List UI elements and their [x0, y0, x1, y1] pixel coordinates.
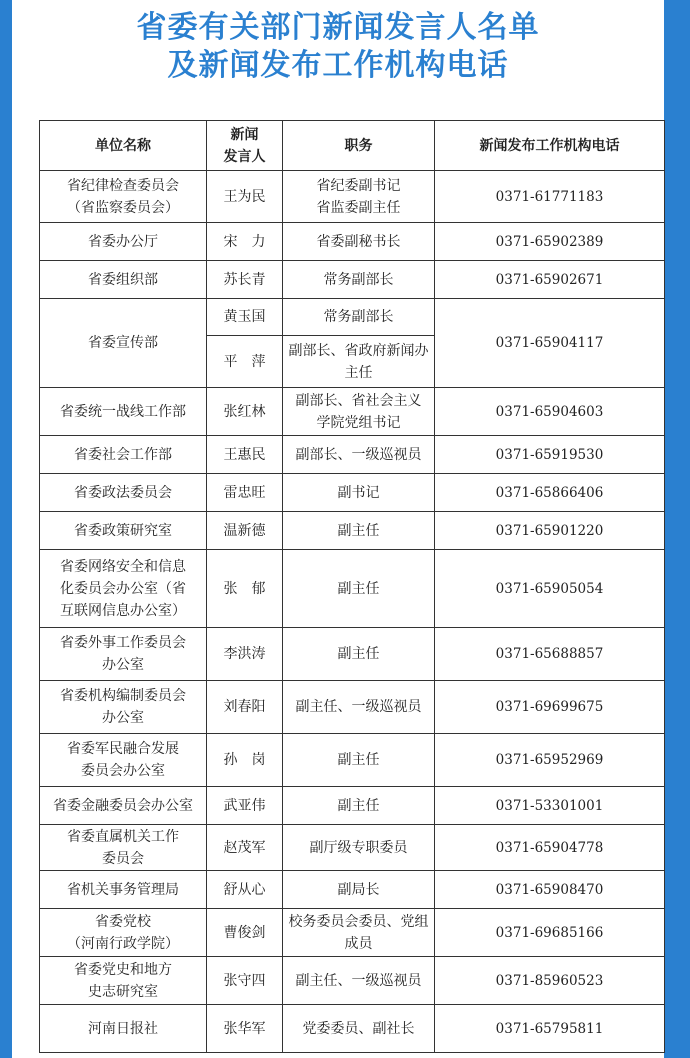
position-cell: 省纪委副书记 省监委副主任	[283, 171, 435, 223]
speaker-cell: 舒从心	[207, 871, 283, 909]
unit-cell: 省纪律检查委员会 （省监察委员会）	[40, 171, 207, 223]
speaker-cell: 孙 岗	[207, 734, 283, 787]
position-cell: 副主任	[283, 628, 435, 681]
spokesperson-table	[39, 120, 665, 1053]
phone-cell: 0371-65905054	[435, 550, 665, 628]
unit-cell: 省委政法委员会	[40, 474, 207, 512]
position-cell: 常务副部长	[283, 299, 435, 336]
header-speaker-text: 新闻 发言人	[223, 126, 266, 165]
phone-cell: 0371-65904117	[435, 299, 665, 388]
table-row	[40, 1005, 665, 1053]
table-row	[40, 171, 665, 223]
phone-cell: 0371-65904603	[435, 388, 665, 436]
unit-cell: 省委办公厅	[40, 223, 207, 261]
title-line-1: 省委有关部门新闻发言人名单	[136, 10, 540, 45]
table-row	[40, 512, 665, 550]
speaker-cell: 张红林	[207, 388, 283, 436]
phone-cell: 0371-65908470	[435, 871, 665, 909]
speaker-cell: 武亚伟	[207, 787, 283, 825]
position-cell: 副厅级专职委员	[283, 825, 435, 871]
table-row	[40, 474, 665, 512]
table-row	[40, 223, 665, 261]
phone-cell: 0371-65902389	[435, 223, 665, 261]
position-cell: 副部长、一级巡视员	[283, 436, 435, 474]
phone-cell: 0371-61771183	[435, 171, 665, 223]
table-row	[40, 261, 665, 299]
unit-cell: 省委党校 （河南行政学院）	[40, 909, 207, 957]
speaker-cell: 黄玉国	[207, 299, 283, 336]
unit-cell: 省委军民融合发展 委员会办公室	[40, 734, 207, 787]
position-cell: 党委委员、副社长	[283, 1005, 435, 1053]
speaker-cell: 李洪涛	[207, 628, 283, 681]
speaker-cell: 宋 力	[207, 223, 283, 261]
position-cell: 副主任	[283, 734, 435, 787]
speaker-cell: 温新德	[207, 512, 283, 550]
table-row	[40, 734, 665, 787]
speaker-cell: 雷忠旺	[207, 474, 283, 512]
header-phone: 新闻发布工作机构电话	[435, 121, 665, 171]
phone-cell: 0371-65952969	[435, 734, 665, 787]
unit-cell: 省机关事务管理局	[40, 871, 207, 909]
phone-cell: 0371-69685166	[435, 909, 665, 957]
header-row	[40, 121, 665, 171]
speaker-cell: 张华军	[207, 1005, 283, 1053]
unit-cell: 省委直属机关工作 委员会	[40, 825, 207, 871]
header-position: 职务	[283, 121, 435, 171]
phone-cell: 0371-65902671	[435, 261, 665, 299]
unit-cell: 省委统一战线工作部	[40, 388, 207, 436]
unit-cell: 省委社会工作部	[40, 436, 207, 474]
unit-cell: 省委宣传部	[40, 299, 207, 388]
speaker-cell: 平 萍	[207, 336, 283, 388]
table-row	[40, 299, 665, 336]
phone-cell: 0371-53301001	[435, 787, 665, 825]
speaker-cell: 曹俊剑	[207, 909, 283, 957]
phone-cell: 0371-65866406	[435, 474, 665, 512]
position-cell: 副部长、省社会主义 学院党组书记	[283, 388, 435, 436]
position-cell: 副部长、省政府新闻办 主任	[283, 336, 435, 388]
document-sheet	[12, 0, 664, 1058]
phone-cell: 0371-65901220	[435, 512, 665, 550]
speaker-cell: 赵茂军	[207, 825, 283, 871]
speaker-cell: 王为民	[207, 171, 283, 223]
table-row	[40, 909, 665, 957]
unit-cell: 省委政策研究室	[40, 512, 207, 550]
unit-cell: 河南日报社	[40, 1005, 207, 1053]
position-cell: 校务委员会委员、党组 成员	[283, 909, 435, 957]
phone-cell: 0371-69699675	[435, 681, 665, 734]
speaker-cell: 张 郁	[207, 550, 283, 628]
position-cell: 副书记	[283, 474, 435, 512]
unit-cell: 省委机构编制委员会 办公室	[40, 681, 207, 734]
position-cell: 副主任	[283, 550, 435, 628]
unit-cell: 省委金融委员会办公室	[40, 787, 207, 825]
header-speaker	[207, 121, 283, 171]
position-cell: 常务副部长	[283, 261, 435, 299]
table-row	[40, 388, 665, 436]
table-row	[40, 957, 665, 1005]
header-unit: 单位名称	[40, 121, 207, 171]
phone-cell: 0371-65688857	[435, 628, 665, 681]
title-line-2: 及新闻发布工作机构电话	[167, 48, 509, 83]
unit-cell: 省委网络安全和信息 化委员会办公室（省 互联网信息办公室）	[40, 550, 207, 628]
unit-cell: 省委外事工作委员会 办公室	[40, 628, 207, 681]
speaker-cell: 王惠民	[207, 436, 283, 474]
unit-cell: 省委党史和地方 史志研究室	[40, 957, 207, 1005]
table-body	[40, 171, 665, 1053]
phone-cell: 0371-65904778	[435, 825, 665, 871]
unit-cell: 省委组织部	[40, 261, 207, 299]
table-row	[40, 681, 665, 734]
phone-cell: 0371-65795811	[435, 1005, 665, 1053]
speaker-cell: 刘春阳	[207, 681, 283, 734]
position-cell: 副主任	[283, 787, 435, 825]
phone-cell: 0371-85960523	[435, 957, 665, 1005]
table-row	[40, 550, 665, 628]
position-cell: 副主任、一级巡视员	[283, 681, 435, 734]
speaker-cell: 苏长青	[207, 261, 283, 299]
speaker-cell: 张守四	[207, 957, 283, 1005]
position-cell: 副局长	[283, 871, 435, 909]
table-row	[40, 436, 665, 474]
phone-cell: 0371-65919530	[435, 436, 665, 474]
position-cell: 副主任、一级巡视员	[283, 957, 435, 1005]
table-row	[40, 871, 665, 909]
table-row	[40, 825, 665, 871]
position-cell: 省委副秘书长	[283, 223, 435, 261]
table-row	[40, 628, 665, 681]
position-cell: 副主任	[283, 512, 435, 550]
table-row	[40, 787, 665, 825]
